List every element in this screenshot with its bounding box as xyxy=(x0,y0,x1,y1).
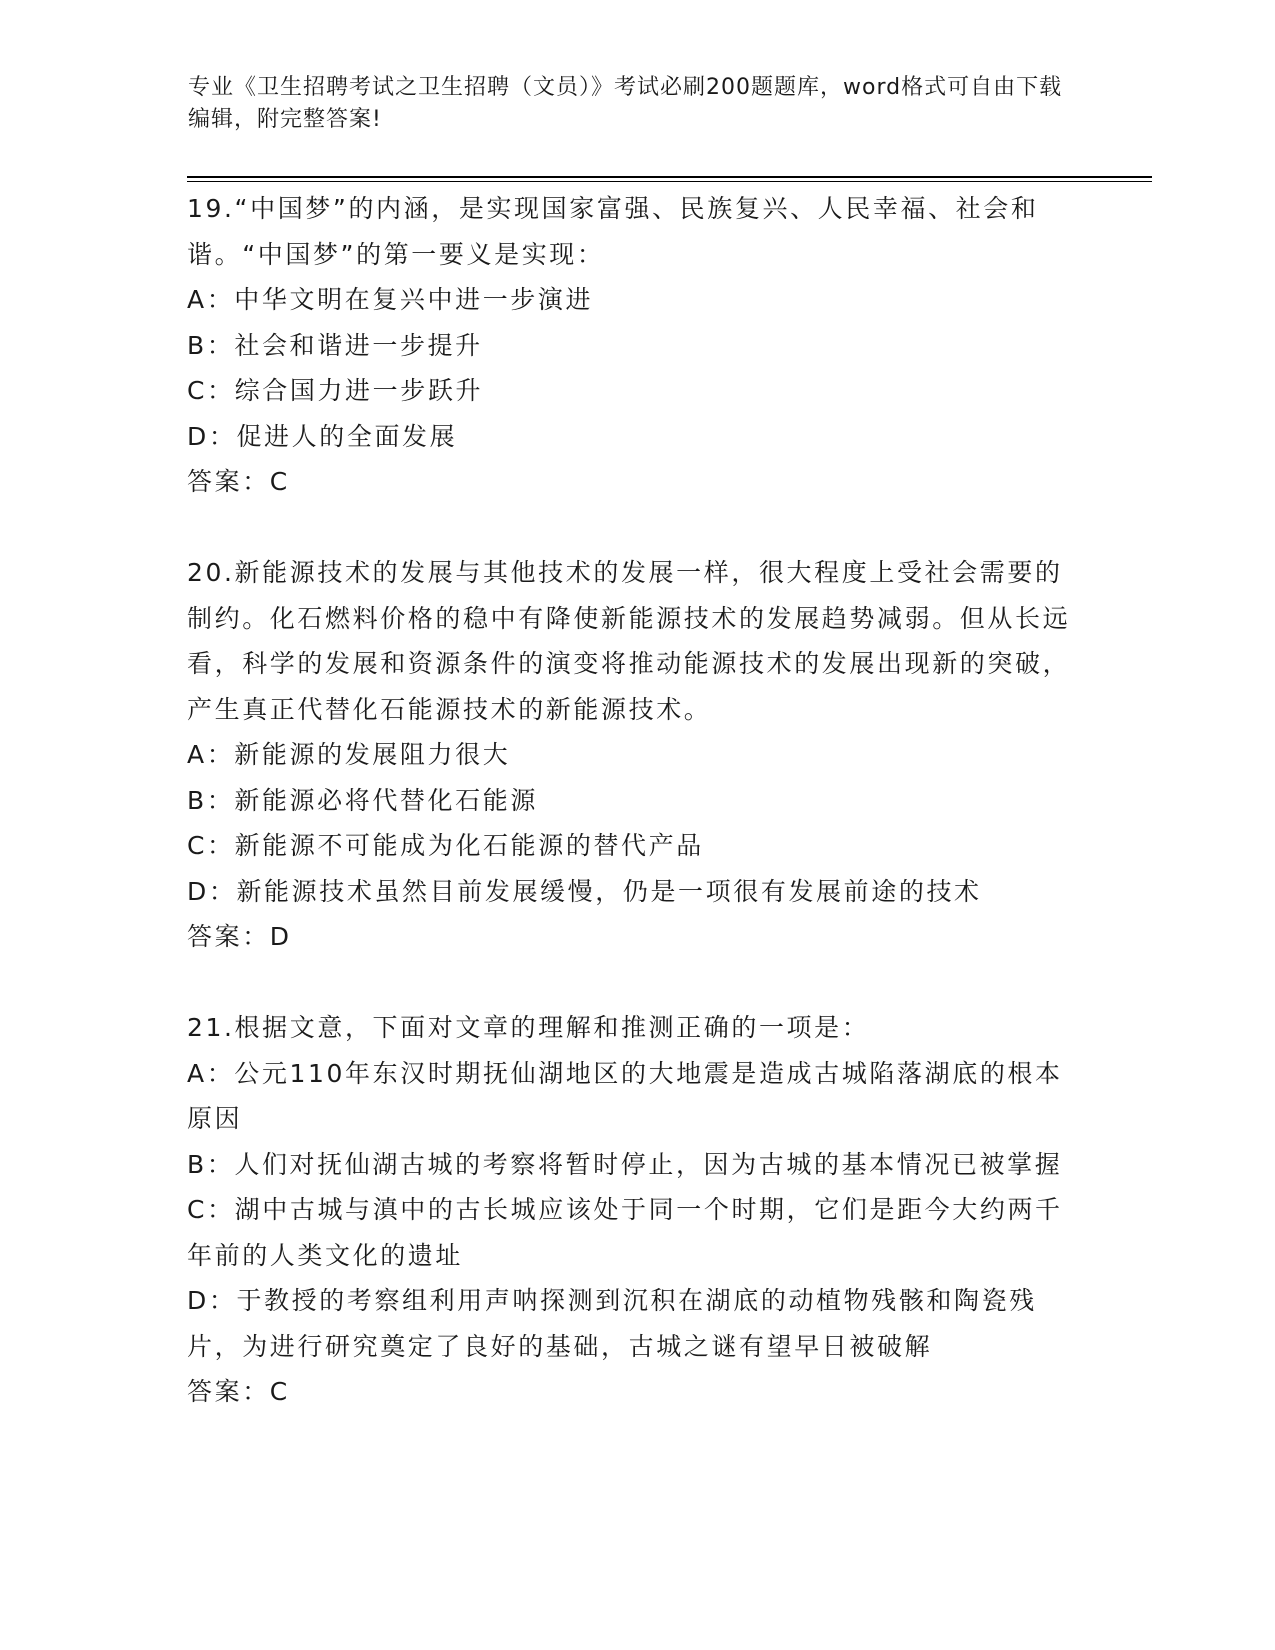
question-list xyxy=(187,186,1077,1460)
option-a: A：新能源的发展阻力很大 xyxy=(187,740,511,769)
option-a: A：公元110年东汉时期抚仙湖地区的大地震是造成古城陷落湖底的根本原因 xyxy=(187,1058,1063,1133)
answer-label: 答案：C xyxy=(187,1377,290,1406)
option-b: B：人们对抚仙湖古城的考察将暂时停止，因为古城的基本情况已被掌握 xyxy=(187,1149,1063,1179)
option-d: D：新能源技术虽然目前发展缓慢，仍是一项很有发展前途的技术 xyxy=(187,876,982,906)
answer-label: 答案：D xyxy=(187,922,292,951)
question-20 xyxy=(187,550,1077,960)
option-c: C：新能源不可能成为化石能源的替代产品 xyxy=(187,831,704,860)
question-stem: 19.“中国梦”的内涵，是实现国家富强、民族复兴、人民幸福、社会和谐。“中国梦”的第一要义是实现： xyxy=(187,194,1039,269)
option-b: B：社会和谐进一步提升 xyxy=(187,330,483,360)
option-a: A：中华文明在复兴中进一步演进 xyxy=(187,285,594,314)
answer-label: 答案：C xyxy=(187,467,290,496)
question-19 xyxy=(187,186,1077,505)
option-d: D：促进人的全面发展 xyxy=(187,421,458,451)
document-header: 专业《卫生招聘考试之卫生招聘（文员）》考试必刷200题题库，word格式可自由下载编辑，附完整答案! xyxy=(188,75,1063,132)
header-divider-thin xyxy=(187,181,1152,182)
header-divider-thick xyxy=(187,176,1152,178)
question-stem: 20.新能源技术的发展与其他技术的发展一样，很大程度上受社会需要的制约。化石燃料价格的稳中有降使新能源技术的发展趋势减弱。但从长远看，科学的发展和资源条件的演变将推动能源技术的发展出现新的突破，产生真正代替化石能源技术的新能源技术。 xyxy=(187,558,1071,724)
option-d: D：于教授的考察组利用声呐探测到沉积在湖底的动植物残骸和陶瓷残片，为进行研究奠定了良好的基础，古城之谜有望早日被破解 xyxy=(187,1286,1037,1361)
question-21 xyxy=(187,1005,1077,1415)
option-c: C：湖中古城与滇中的古长城应该处于同一个时期，它们是距今大约两千年前的人类文化的遗址 xyxy=(187,1195,1063,1270)
question-stem: 21.根据文意，下面对文章的理解和推测正确的一项是： xyxy=(187,1013,870,1042)
option-b: B：新能源必将代替化石能源 xyxy=(187,785,538,815)
option-c: C：综合国力进一步跃升 xyxy=(187,376,484,405)
